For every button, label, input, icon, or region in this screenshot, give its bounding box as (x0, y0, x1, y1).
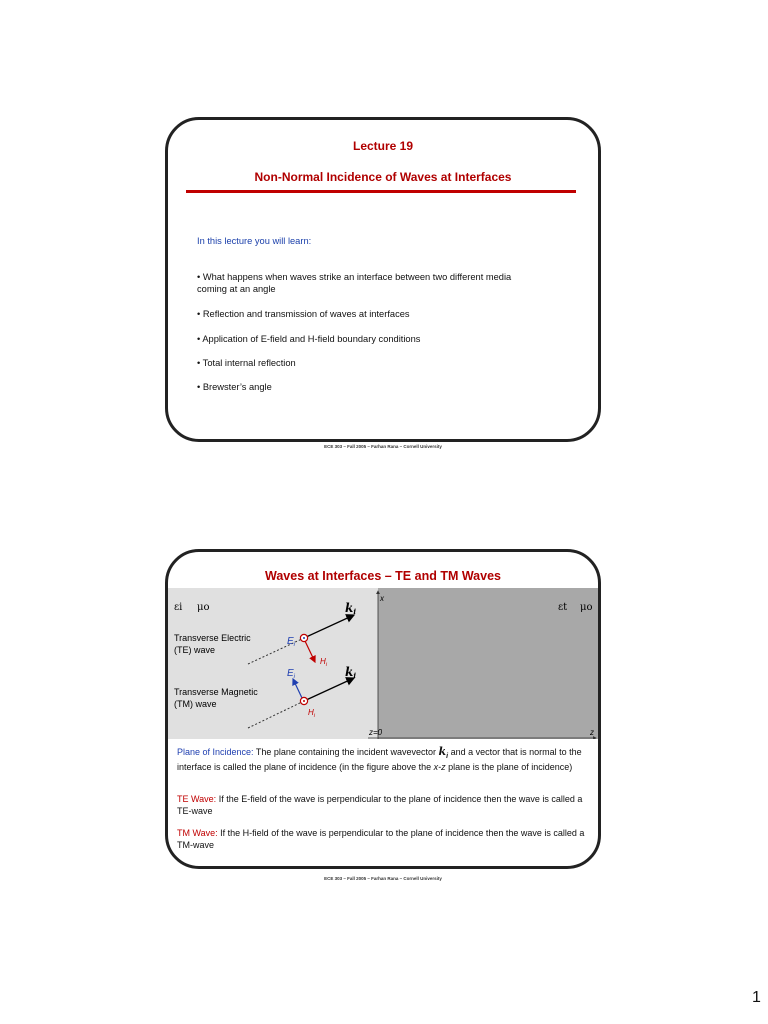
x-axis-label: x (380, 594, 384, 603)
bullet-2: • Reflection and transmission of waves at interfaces (197, 309, 410, 319)
footer-1: ECE 303 – Fall 2005 – Farhan Rana – Cornell University (324, 444, 442, 449)
mu-left-label: μo (197, 602, 210, 613)
tm-e-label: $E_i$ (287, 668, 296, 680)
tm-label-line2: (TM) wave (174, 699, 217, 709)
slide-1-title: Non-Normal Incidence of Waves at Interfaces (254, 170, 512, 184)
intro-text: In this lecture you will learn: (197, 236, 312, 246)
mu-right-label: μo (580, 602, 593, 613)
bullet-4: • Total internal reflection (197, 358, 296, 368)
footer-2: ECE 303 – Fall 2005 – Farhan Rana – Cornell University (324, 876, 442, 881)
interface-figure (168, 588, 598, 739)
tm-wave-lead: TM Wave: (177, 828, 218, 838)
eps-i-label: εi (174, 602, 183, 613)
bullet-1-cont: coming at an angle (197, 284, 276, 294)
te-k-label: ki (345, 601, 356, 616)
te-wave-lead: TE Wave: (177, 794, 217, 804)
tm-wave-paragraph: TM Wave: If the H-field of the wave is perpendicular to the plane of incidence then the wave is called a TM-wave (177, 828, 585, 850)
plane-of-incidence-lead: Plane of Incidence: (177, 747, 254, 757)
bullet-5: • Brewster’s angle (197, 382, 272, 392)
page-number: 1 (752, 989, 761, 1006)
slide-2 (165, 549, 601, 869)
te-label-line1: Transverse Electric (174, 633, 251, 643)
te-h-label: $H_i$ (320, 657, 328, 668)
te-e-label: $E_i$ (287, 636, 296, 648)
bullet-3: • Application of E-field and H-field boundary conditions (197, 334, 421, 344)
z-axis-label: z (590, 728, 594, 737)
slide-1 (165, 117, 601, 442)
te-wave-paragraph: TE Wave: If the E-field of the wave is perpendicular to the plane of incidence then the wave is called a TE-wave (177, 794, 583, 816)
tm-h-label: $H_i$ (308, 708, 316, 719)
eps-t-label: εt (558, 602, 568, 613)
lecture-number: Lecture 19 (352, 139, 414, 153)
z0-label: z=0 (369, 728, 383, 737)
plane-of-incidence-paragraph: Plane of Incidence: The plane containing the incident wavevector $k_i$ and a vector that is normal to the interface is called the plane of incidence (in the figure above the x-z plane is the plane of incidence) (177, 745, 582, 773)
title-divider (186, 190, 576, 193)
bullet-1: • What happens when waves strike an interface between two different media (197, 272, 512, 282)
tm-k-label: ki (345, 665, 356, 680)
slide-2-title: Waves at Interfaces – TE and TM Waves (265, 569, 501, 583)
te-label-line2: (TE) wave (174, 645, 216, 655)
tm-label-line1: Transverse Magnetic (174, 687, 258, 697)
